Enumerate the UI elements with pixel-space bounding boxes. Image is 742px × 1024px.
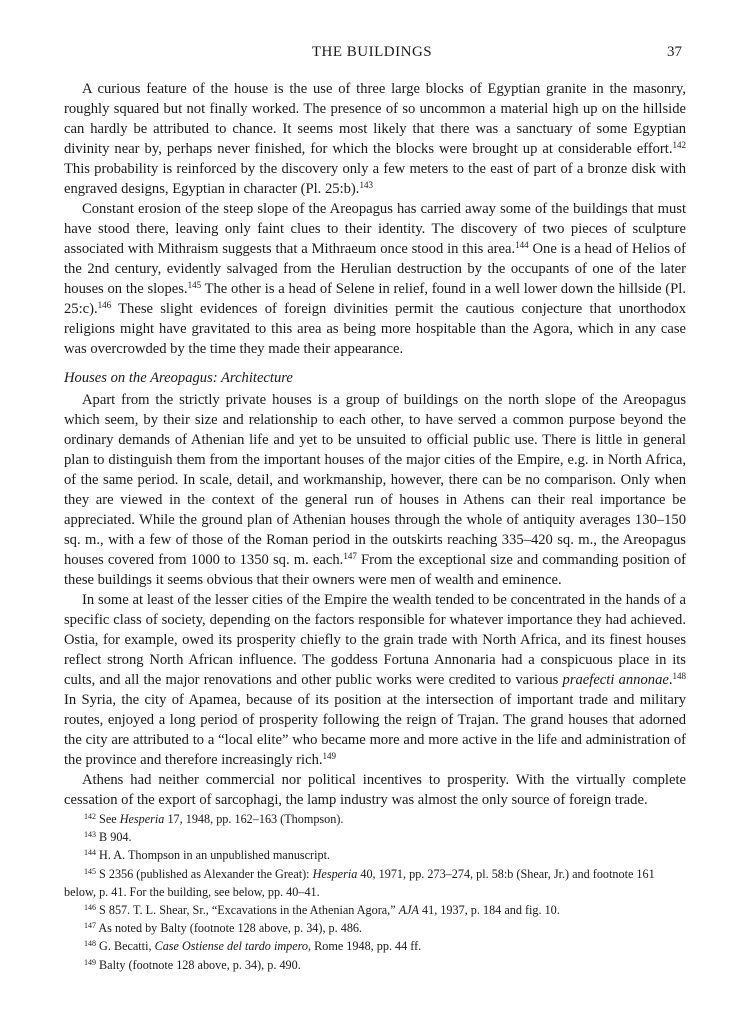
footnote-italic: Hesperia xyxy=(119,812,165,826)
footnote-italic: AJA xyxy=(398,903,419,918)
text-run: In Syria, the city of Apamea, because of its position at the intersection of important trade and military routes, enjoyed a long period of prosperity following the reign of Trajan. The grand houses that adorned the city are attributed to a “local elite” who became more and more active in the life and administration of the province and therefore increasingly rich. xyxy=(64,692,686,768)
text-run: Constant erosion of the steep slope of the Areopagus has carried away some of the buildings that must have stood there, leaving only faint clues to their identity. The discovery of two pieces of sculpture associated with Mithraism suggests that a Mithraeum once stood in this area. xyxy=(64,201,686,257)
footnote-ref: 146 xyxy=(97,300,112,310)
running-header xyxy=(62,44,682,66)
footnote-number: 144 xyxy=(84,848,96,858)
footnote-text: S 2356 (published as Alexander the Great): xyxy=(99,866,313,881)
footnote-text: , Rome 1948, pp. 44 ff. xyxy=(308,939,422,954)
paragraph xyxy=(64,390,686,590)
italic-term: praefecti annonae xyxy=(562,672,669,688)
footnote-text: G. Becatti, xyxy=(99,939,155,954)
footnote-text: 17, 1948, pp. 162–163 (Thompson). xyxy=(164,812,344,826)
section-heading: Houses on the Areopagus: Architecture xyxy=(64,370,293,386)
footnote-number: 145 xyxy=(84,866,96,876)
footnote-italic: Hesperia xyxy=(312,866,358,881)
footnote xyxy=(64,937,686,955)
footnote-number: 143 xyxy=(84,830,96,840)
footnote-italic: Case Ostiense del tardo impero xyxy=(154,939,309,954)
footnote-number: 149 xyxy=(84,957,96,967)
paragraph xyxy=(64,79,686,199)
footnote-ref: 148 xyxy=(672,671,687,681)
text-run: The other is a head of Selene in relief, found in a well lower down the hillside (Pl. 25:c). xyxy=(64,281,686,317)
text-run: A curious feature of the house is the use of three large blocks of Egyptian granite in the masonry, roughly squared but not finally worked. The presence of so uncommon a material high up on the hillside can hardly be attributed to chance. It seems most likely that there was a sanctuary of some Egyptian divinity near by, perhaps never finished, for which the blocks were brought up at considerable effort. xyxy=(64,81,686,157)
footnote-ref: 144 xyxy=(515,240,529,250)
footnote xyxy=(64,810,686,828)
text-run: Apart from the strictly private houses is a group of buildings on the north slope of the Areopagus which seem, by their size and relationship to each other, to have served a common purpose beyond the ordinary demands of Athenian life and yet to be unsuited to official public use. There is little in general plan to distinguish them from the important houses of the major cities of the Empire, e.g. in North Africa, of the same period. In scale, detail, and workmanship, however, there can be no comparison. Only when they are viewed in the context of the general run of houses in Athens can their real importance be appreciated. While the ground plan of Athenian houses through the whole of antiquity averages 130–150 sq. m., with a few of those of the Roman period in the outskirts reaching 335–420 sq. m., the Areopagus houses covered from 1000 to 1350 sq. m. each. xyxy=(64,392,686,568)
footnote xyxy=(64,846,686,864)
text-run: These slight evidences of foreign divinities permit the cautious conjecture that unorthodox religions might have gravitated to this area as being more hospitable than the Agora, which in any case was overcrowded by the time they made their appearance. xyxy=(64,301,686,357)
footnote-number: 148 xyxy=(84,939,96,949)
footnote xyxy=(64,919,686,937)
running-head: THE BUILDINGS xyxy=(311,44,433,60)
footnote-text: B 904. xyxy=(99,830,132,845)
paragraph xyxy=(64,770,686,810)
text-run: This probability is reinforced by the discovery only a few meters to the east of part of a bronze disk with engraved designs, Egyptian in character (Pl. 25:b). xyxy=(64,161,686,197)
body-text xyxy=(64,79,686,810)
text-run: In some at least of the lesser cities of the Empire the wealth tended to be concentrated in the hands of a specific class of society, depending on the factors responsible for whatever importance they had achieved. Ostia, for example, owed its prosperity chiefly to the grain trade with North Africa, and its finest houses reflect strong North African influence. The goddess Fortuna Annonaria had a conspicuous place in its cults, and all the major renovations and other public works were credited to various xyxy=(64,592,686,688)
footnote-text: 41, 1937, p. 184 and fig. 10. xyxy=(419,903,560,918)
footnote-number: 146 xyxy=(84,903,96,913)
footnote-text: S 857. T. L. Shear, Sr., “Excavations in the Athenian Agora,” xyxy=(99,903,399,918)
text-run: From the exceptional size and commanding position of these buildings it seems obvious that their owners were men of wealth and eminence. xyxy=(64,552,686,588)
page-number: 37 xyxy=(667,44,682,60)
paragraph xyxy=(64,590,686,770)
text-run: Athens had neither commercial nor political incentives to prosperity. With the virtually complete cessation of the export of sarcophagi, the lamp industry was almost the only source of foreign trade. xyxy=(64,772,686,808)
footnote-text: H. A. Thompson in an unpublished manuscript. xyxy=(99,848,331,863)
footnote-text: Balty (footnote 128 above, p. 34), p. 490. xyxy=(99,957,301,972)
footnote-ref: 143 xyxy=(359,180,373,190)
text-run: . xyxy=(668,672,673,688)
footnote xyxy=(64,865,686,901)
footnote-number: 147 xyxy=(84,921,96,931)
paragraph xyxy=(64,199,686,359)
footnote-ref: 149 xyxy=(322,751,337,761)
footnote-ref: 147 xyxy=(343,551,357,561)
footnote-number: 142 xyxy=(84,812,96,821)
footnote xyxy=(64,956,686,974)
footnote-text: 40, 1971, pp. 273–274, pl. 58:b (Shear, Jr.) and footnote 161 below, p. 41. For the building, see below, pp. 40–41. xyxy=(64,866,655,899)
footnote xyxy=(64,901,686,919)
footnote-text: See xyxy=(99,812,120,826)
footnotes xyxy=(64,810,686,974)
text-run: One is a head of Helios of the 2nd century, evidently salvaged from the Herulian destruction by the occupants of one of the later houses on the slopes. xyxy=(64,241,687,297)
footnote-ref: 145 xyxy=(187,280,202,290)
footnote xyxy=(64,828,686,846)
footnote-text: As noted by Balty (footnote 128 above, p. 34), p. 486. xyxy=(98,921,363,936)
footnote-ref: 142 xyxy=(672,140,686,150)
